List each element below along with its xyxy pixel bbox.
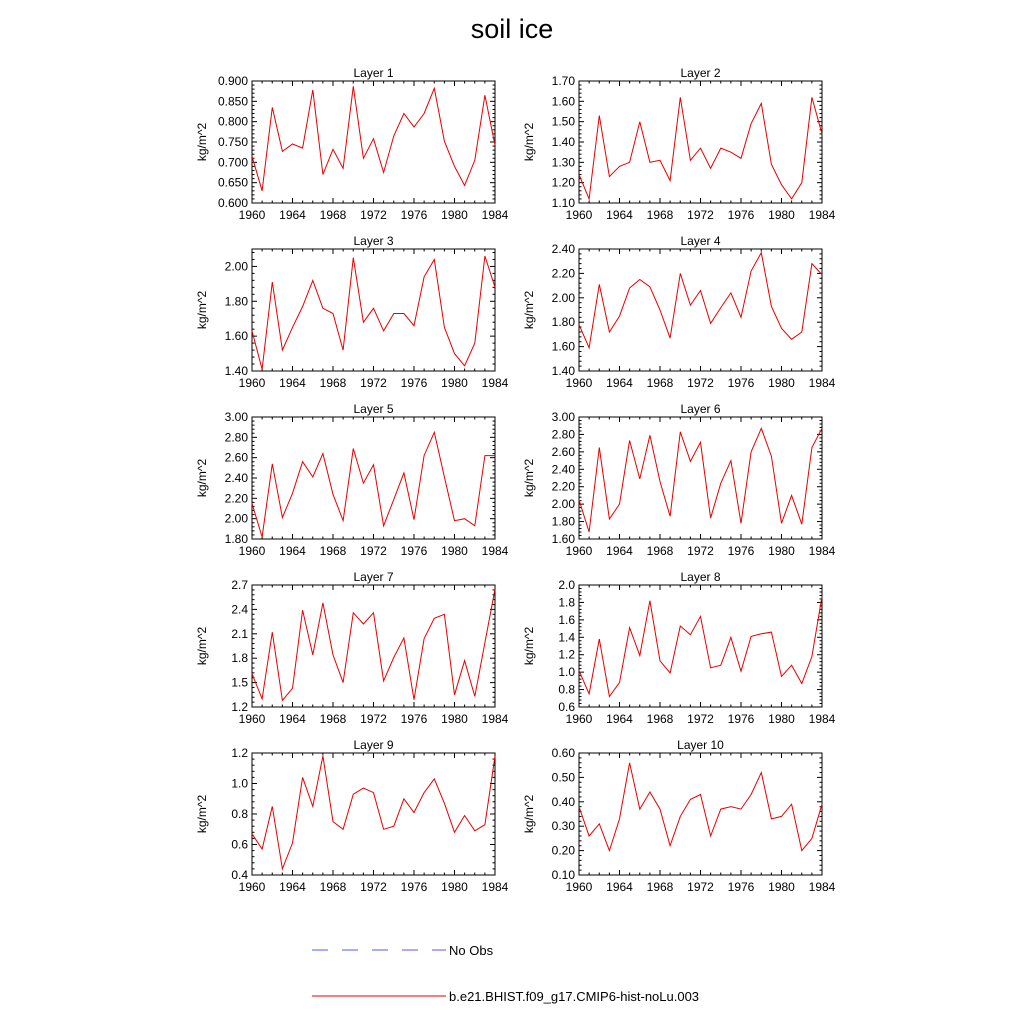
x-tick-label: 1976	[727, 376, 755, 390]
series-line	[579, 596, 822, 696]
figure-title: soil ice	[470, 14, 554, 44]
y-tick-label: 1.0	[231, 776, 248, 791]
y-tick-label: 1.10	[551, 196, 575, 210]
plot-frame	[252, 249, 495, 371]
x-tick-label: 1976	[400, 712, 428, 726]
x-tick-label: 1984	[808, 376, 836, 390]
panel-title: Layer 8	[680, 570, 721, 584]
x-tick-label: 1976	[727, 544, 755, 558]
x-tick-label: 1980	[768, 880, 795, 894]
y-tick-label: 2.40	[551, 242, 575, 256]
y-tick-label: 0.4	[231, 868, 248, 882]
x-tick-label: 1960	[565, 544, 593, 558]
x-tick-label: 1972	[360, 208, 387, 222]
x-tick-label: 1968	[646, 880, 674, 894]
x-tick-label: 1972	[360, 712, 387, 726]
panels-group	[195, 66, 836, 894]
y-axis-label: kg/m^2	[522, 794, 536, 834]
x-tick-label: 1960	[238, 880, 266, 894]
x-tick-label: 1984	[808, 208, 836, 222]
x-tick-label: 1984	[481, 880, 509, 894]
x-tick-label: 1968	[646, 376, 674, 390]
y-tick-label: 0.700	[217, 155, 248, 170]
plot-frame	[252, 81, 495, 203]
y-tick-label: 2.60	[551, 444, 575, 459]
series-line	[579, 97, 822, 199]
y-tick-label: 3.00	[551, 410, 575, 424]
x-tick-label: 1984	[481, 208, 509, 222]
x-tick-label: 1968	[319, 712, 347, 726]
y-tick-label: 0.750	[217, 135, 248, 149]
y-tick-label: 1.60	[551, 339, 575, 354]
panel-title: Layer 2	[680, 66, 721, 80]
x-tick-label: 1968	[646, 712, 674, 726]
x-tick-label: 1968	[319, 376, 347, 390]
legend-model-label: b.e21.BHIST.f09_g17.CMIP6-hist-noLu.003	[449, 989, 700, 1004]
x-tick-label: 1960	[565, 376, 593, 390]
x-tick-label: 1984	[481, 376, 509, 390]
y-tick-label: 0.40	[551, 794, 575, 809]
series-line	[252, 86, 495, 191]
panel-layer-2	[522, 66, 836, 222]
y-tick-label: 1.60	[224, 329, 248, 344]
series-line	[579, 428, 822, 532]
x-tick-label: 1980	[768, 712, 795, 726]
x-tick-label: 1960	[565, 208, 593, 222]
y-axis-label: kg/m^2	[522, 626, 536, 666]
x-tick-label: 1972	[687, 880, 714, 894]
panel-layer-10	[522, 738, 836, 894]
series-line	[579, 253, 822, 348]
x-tick-label: 1972	[360, 880, 387, 894]
y-tick-label: 1.60	[551, 94, 575, 109]
y-tick-label: 2.0	[558, 578, 575, 592]
x-tick-label: 1976	[727, 712, 755, 726]
y-tick-label: 1.50	[551, 114, 575, 129]
x-tick-label: 1984	[808, 880, 836, 894]
panel-title: Layer 1	[353, 66, 394, 80]
y-tick-label: 1.0	[558, 665, 575, 680]
x-tick-label: 1976	[400, 880, 428, 894]
series-line	[252, 432, 495, 537]
x-tick-label: 1964	[279, 208, 306, 222]
plot-frame	[252, 417, 495, 539]
x-tick-label: 1984	[481, 544, 509, 558]
y-tick-label: 1.8	[558, 595, 575, 610]
y-axis-label: kg/m^2	[195, 626, 209, 666]
panel-title: Layer 10	[677, 738, 724, 752]
x-tick-label: 1976	[727, 208, 755, 222]
panel-layer-5	[195, 402, 509, 558]
y-axis-label: kg/m^2	[522, 290, 536, 330]
x-tick-label: 1972	[687, 376, 714, 390]
y-tick-label: 1.80	[224, 532, 248, 546]
y-axis-label: kg/m^2	[195, 458, 209, 498]
panel-layer-4	[522, 234, 836, 390]
x-tick-label: 1984	[481, 712, 509, 726]
x-tick-label: 1964	[606, 376, 633, 390]
x-tick-label: 1964	[606, 544, 633, 558]
plot-frame	[579, 81, 822, 203]
x-tick-label: 1964	[606, 712, 633, 726]
x-tick-label: 1960	[565, 712, 593, 726]
x-tick-label: 1976	[400, 544, 428, 558]
y-tick-label: 1.40	[224, 364, 248, 378]
y-tick-label: 2.20	[551, 266, 575, 281]
y-axis-label: kg/m^2	[195, 290, 209, 330]
y-tick-label: 0.30	[551, 819, 575, 834]
panel-title: Layer 3	[353, 234, 394, 248]
plot-frame	[579, 249, 822, 371]
series-line	[252, 589, 495, 700]
x-tick-label: 1980	[441, 544, 468, 558]
series-line	[252, 256, 495, 369]
y-tick-label: 1.5	[231, 675, 248, 690]
y-tick-label: 1.8	[231, 651, 248, 666]
panel-layer-7	[195, 570, 509, 726]
legend-obs-label: No Obs	[449, 943, 494, 958]
x-tick-label: 1972	[360, 544, 387, 558]
y-axis-label: kg/m^2	[195, 122, 209, 162]
legend	[312, 943, 699, 1004]
panel-title: Layer 5	[353, 402, 394, 416]
y-tick-label: 1.40	[551, 364, 575, 378]
y-tick-label: 2.00	[224, 259, 248, 274]
y-tick-label: 2.1	[231, 626, 248, 641]
y-tick-label: 1.60	[551, 532, 575, 546]
x-tick-label: 1980	[768, 376, 795, 390]
series-line	[252, 756, 495, 869]
plot-frame	[252, 585, 495, 707]
y-tick-label: 0.60	[551, 746, 575, 760]
y-tick-label: 0.6	[558, 700, 575, 714]
x-tick-label: 1984	[808, 712, 836, 726]
y-tick-label: 0.650	[217, 175, 248, 190]
x-tick-label: 1968	[319, 208, 347, 222]
y-tick-label: 2.80	[224, 430, 248, 445]
y-axis-label: kg/m^2	[522, 122, 536, 162]
panel-layer-8	[522, 570, 836, 726]
plot-frame	[579, 753, 822, 875]
panel-title: Layer 7	[353, 570, 394, 584]
y-tick-label: 3.00	[224, 410, 248, 424]
x-tick-label: 1980	[441, 208, 468, 222]
x-tick-label: 1976	[400, 208, 428, 222]
y-tick-label: 2.60	[224, 450, 248, 465]
x-tick-label: 1960	[238, 376, 266, 390]
x-tick-label: 1964	[606, 880, 633, 894]
panel-layer-3	[195, 234, 509, 390]
x-tick-label: 1972	[687, 544, 714, 558]
panel-title: Layer 9	[353, 738, 394, 752]
x-tick-label: 1968	[646, 544, 674, 558]
x-tick-label: 1980	[768, 208, 795, 222]
y-tick-label: 1.2	[558, 647, 575, 662]
x-tick-label: 1980	[441, 376, 468, 390]
plot-frame	[579, 417, 822, 539]
y-tick-label: 0.20	[551, 843, 575, 858]
y-tick-label: 1.30	[551, 155, 575, 170]
y-tick-label: 2.4	[231, 602, 248, 617]
x-tick-label: 1976	[400, 376, 428, 390]
y-tick-label: 2.20	[224, 491, 248, 506]
x-tick-label: 1960	[565, 880, 593, 894]
y-tick-label: 0.900	[217, 74, 248, 88]
y-axis-label: kg/m^2	[522, 458, 536, 498]
y-axis-label: kg/m^2	[195, 794, 209, 834]
y-tick-label: 1.40	[551, 135, 575, 149]
x-tick-label: 1968	[646, 208, 674, 222]
y-tick-label: 2.20	[551, 479, 575, 494]
y-tick-label: 2.00	[551, 290, 575, 305]
x-tick-label: 1972	[360, 376, 387, 390]
y-tick-label: 1.20	[551, 175, 575, 190]
y-tick-label: 0.50	[551, 770, 575, 785]
x-tick-label: 1964	[279, 544, 306, 558]
y-tick-label: 2.00	[551, 497, 575, 512]
x-tick-label: 1968	[319, 544, 347, 558]
plot-frame	[252, 753, 495, 875]
x-tick-label: 1972	[687, 712, 714, 726]
x-tick-label: 1980	[441, 880, 468, 894]
y-tick-label: 1.80	[551, 514, 575, 529]
y-tick-label: 2.40	[224, 471, 248, 485]
x-tick-label: 1960	[238, 712, 266, 726]
x-tick-label: 1960	[238, 544, 266, 558]
y-tick-label: 0.8	[558, 682, 575, 697]
y-tick-label: 2.00	[224, 511, 248, 526]
x-tick-label: 1964	[279, 880, 306, 894]
x-tick-label: 1980	[441, 712, 468, 726]
panel-layer-6	[522, 402, 836, 558]
panel-title: Layer 6	[680, 402, 721, 416]
y-tick-label: 0.850	[217, 94, 248, 109]
y-tick-label: 2.7	[231, 578, 248, 592]
x-tick-label: 1976	[727, 880, 755, 894]
series-line	[579, 763, 822, 851]
y-tick-label: 0.600	[217, 196, 248, 210]
y-tick-label: 2.80	[551, 427, 575, 442]
x-tick-label: 1984	[808, 544, 836, 558]
y-tick-label: 1.2	[231, 746, 248, 760]
y-tick-label: 0.800	[217, 114, 248, 129]
x-tick-label: 1968	[319, 880, 347, 894]
y-tick-label: 1.6	[558, 612, 575, 627]
x-tick-label: 1964	[279, 712, 306, 726]
x-tick-label: 1964	[279, 376, 306, 390]
y-tick-label: 0.10	[551, 868, 575, 882]
x-tick-label: 1980	[768, 544, 795, 558]
panel-layer-9	[195, 738, 509, 894]
y-tick-label: 2.40	[551, 462, 575, 477]
panel-layer-1	[195, 66, 509, 222]
y-tick-label: 0.8	[231, 807, 248, 821]
y-tick-label: 1.80	[224, 294, 248, 309]
y-tick-label: 1.80	[551, 315, 575, 330]
x-tick-label: 1964	[606, 208, 633, 222]
y-tick-label: 1.2	[231, 700, 248, 714]
panel-title: Layer 4	[680, 234, 721, 248]
y-tick-label: 0.6	[231, 837, 248, 852]
y-tick-label: 1.4	[558, 630, 575, 645]
y-tick-label: 1.70	[551, 74, 575, 88]
x-tick-label: 1972	[687, 208, 714, 222]
x-tick-label: 1960	[238, 208, 266, 222]
